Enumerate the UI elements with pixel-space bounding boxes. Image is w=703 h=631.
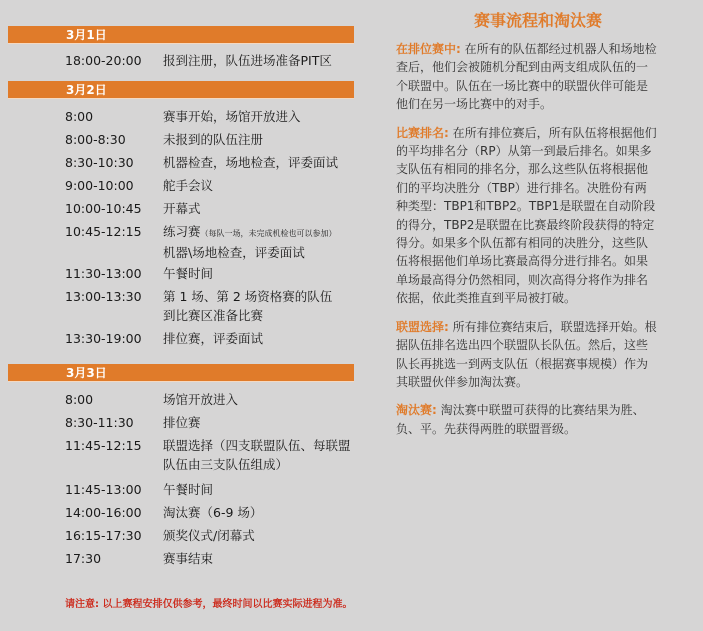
row-desc xyxy=(163,436,354,474)
section-text: 在所有的队伍都经过机器人和场地检查后，他们会被随机分配到由两支组成队伍的一个联盟中。队伍在一场比赛中的联盟伙伴可能是他们在另一场比赛中的对手。 xyxy=(396,42,657,112)
section-text: 在所有排位赛后，所有队伍将根据他们的平均排名分（RP）从第一到最后排名。如果多支队伍有相同的排名分，那么这些队伍将根据他们的平均决胜分（TBP）进行排名。决胜份有两种类型：TBP1和TBP2。TBP1是联盟在自动阶段的得分，TBP2是联盟在比赛最终阶段获得的特定得分。如果多个队伍都有相同的决胜分，这些队伍将根据他们单场比赛最高得分进行排名。如果单场最高得分仍然相同，则次高得分将作为排名依据，依此类推直到平局被打破。 xyxy=(396,125,657,306)
day3-rows xyxy=(8,382,354,572)
rules-panel xyxy=(396,8,658,448)
row-time: 11:45-12:15 xyxy=(65,438,142,453)
schedule-row xyxy=(8,153,354,176)
rules-section-ranking-matches xyxy=(396,40,658,114)
schedule-row xyxy=(8,549,354,572)
row-desc: 赛事结束 xyxy=(163,551,214,566)
row-desc: 赛事开始，场馆开放进入 xyxy=(163,109,301,124)
schedule-row xyxy=(8,107,354,130)
schedule-row xyxy=(8,480,354,503)
row-desc: 未报到的队伍注册 xyxy=(163,132,264,147)
schedule-row xyxy=(8,413,354,436)
day-header-2: 3月2日 xyxy=(8,81,354,99)
schedule-row xyxy=(8,130,354,153)
schedule-notice xyxy=(65,595,352,610)
section-term: 在排位赛中: xyxy=(396,42,461,56)
day2-rows xyxy=(8,99,354,359)
rules-section-ranking xyxy=(396,124,658,308)
row-desc-note: （每队一场，未完成机检也可以参加） xyxy=(200,229,337,238)
schedule-row xyxy=(8,390,354,413)
row-time: 10:00-10:45 xyxy=(65,201,142,216)
row-desc: 午餐时间 xyxy=(163,266,214,281)
row-time: 13:30-19:00 xyxy=(65,331,142,346)
schedule-row xyxy=(8,199,354,222)
row-desc: 淘汰赛（6-9 场） xyxy=(163,505,263,520)
row-time: 16:15-17:30 xyxy=(65,528,142,543)
schedule-row xyxy=(8,264,354,287)
row-time: 11:30-13:00 xyxy=(65,266,142,281)
schedule-row xyxy=(8,503,354,526)
row-time: 18:00-20:00 xyxy=(65,53,142,68)
row-desc: 舵手会议 xyxy=(163,178,214,193)
row-desc-main: 第 1 场、第 2 场资格赛的队伍 xyxy=(163,289,333,304)
row-desc-line2: 机器\场地检查，评委面试 xyxy=(163,245,305,260)
rules-title: 赛事流程和淘汰赛 xyxy=(473,11,602,30)
row-desc: 颁奖仪式/闭幕式 xyxy=(163,528,255,543)
notice-label: 请注意: xyxy=(65,599,99,610)
row-desc: 排位赛，评委面试 xyxy=(163,331,264,346)
rules-section-alliance-selection xyxy=(396,318,658,392)
row-desc: 场馆开放进入 xyxy=(163,392,239,407)
row-time: 13:00-13:30 xyxy=(65,289,142,304)
row-time: 8:00 xyxy=(65,109,94,124)
schedule-row xyxy=(8,329,354,359)
schedule-row xyxy=(8,51,354,70)
row-desc-line2: 到比赛区准备比赛 xyxy=(163,308,264,323)
notice-text: 以上赛程安排仅供参考，最终时间以比赛实际进程为准。 xyxy=(99,599,353,610)
row-time: 8:00-8:30 xyxy=(65,132,126,147)
schedule-row xyxy=(8,176,354,199)
section-term: 淘汰赛: xyxy=(396,403,437,418)
schedule-row xyxy=(8,526,354,549)
row-desc xyxy=(163,287,354,325)
row-time: 17:30 xyxy=(65,551,102,566)
row-desc: 排位赛 xyxy=(163,415,201,430)
day-header-3: 3月3日 xyxy=(8,364,354,382)
schedule-row xyxy=(8,287,354,329)
section-term: 比赛排名: xyxy=(396,125,449,140)
section-text: 所有排位赛结束后，联盟选择开始。根据队伍排名选出四个联盟队长队伍。然后，这些队长再挑选一到两支队伍（根据赛事规模）作为其联盟伙伴参加淘汰赛。 xyxy=(396,319,657,389)
row-time: 9:00-10:00 xyxy=(65,178,134,193)
row-time: 8:00 xyxy=(65,392,94,407)
schedule-panel xyxy=(8,26,354,572)
row-time: 10:45-12:15 xyxy=(65,224,142,239)
row-time: 14:00-16:00 xyxy=(65,505,142,520)
section-term: 联盟选择: xyxy=(396,319,449,334)
row-time: 8:30-11:30 xyxy=(65,415,134,430)
row-time: 8:30-10:30 xyxy=(65,155,134,170)
row-desc-main: 联盟选择（四支联盟队伍、每联盟 xyxy=(163,438,351,453)
row-desc: 午餐时间 xyxy=(163,482,214,497)
schedule-row xyxy=(8,436,354,480)
rules-section-elimination xyxy=(396,401,658,438)
row-desc: 机器检查，场地检查，评委面试 xyxy=(163,155,339,170)
row-desc: 报到注册，队伍进场准备PIT区 xyxy=(163,53,332,68)
row-desc xyxy=(163,222,354,262)
day-header-1: 3月1日 xyxy=(8,26,354,44)
row-time: 11:45-13:00 xyxy=(65,482,142,497)
schedule-row xyxy=(8,222,354,264)
row-desc-main: 练习赛 xyxy=(163,224,201,239)
day1-rows xyxy=(8,44,354,76)
section-text: 淘汰赛中联盟可获得的比赛结果为胜、负、平。先获得两胜的联盟晋级。 xyxy=(396,403,645,436)
row-desc: 开幕式 xyxy=(163,201,201,216)
row-desc-line2: 队伍由三支队伍组成） xyxy=(163,457,289,472)
